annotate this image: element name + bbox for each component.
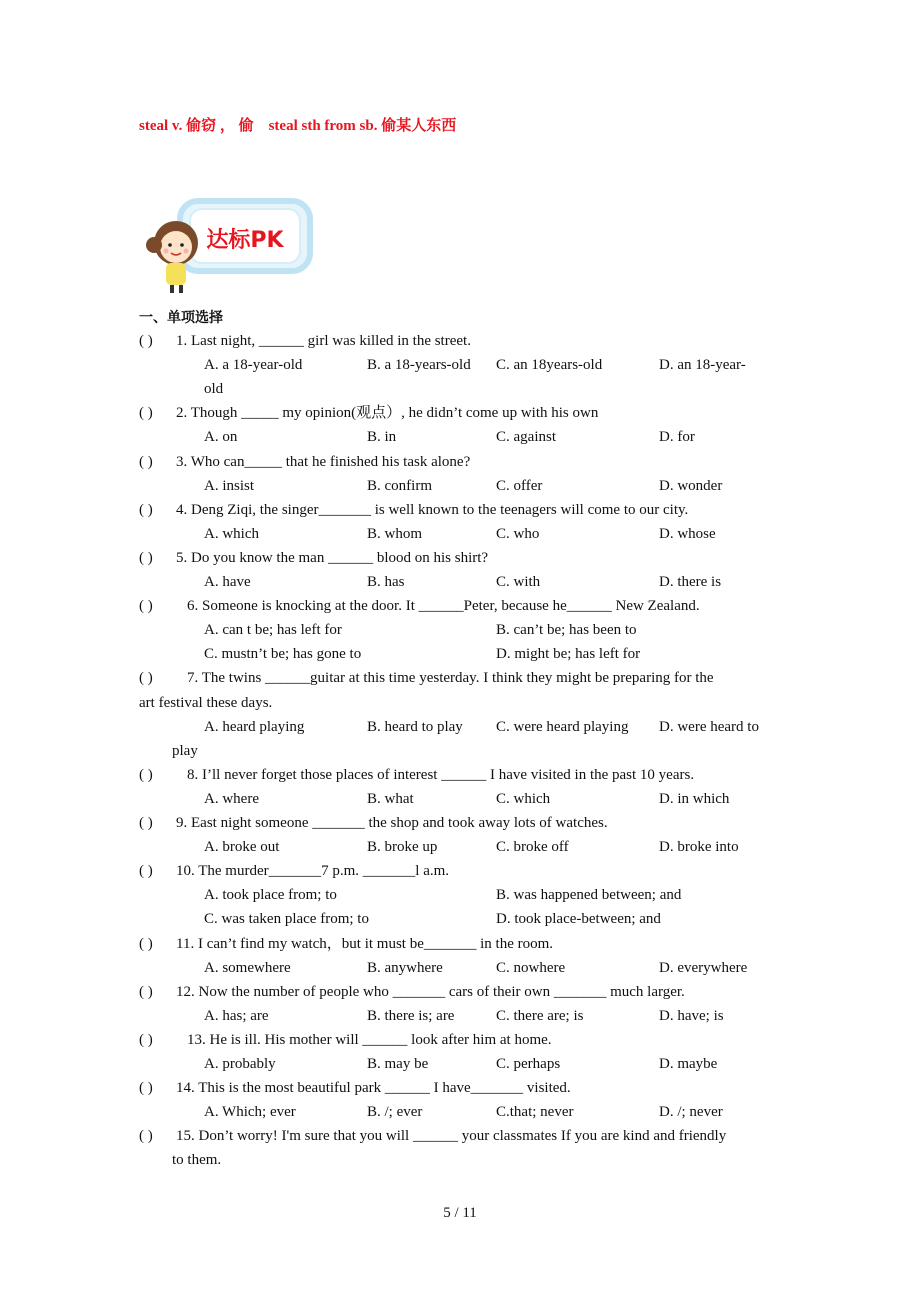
- answer-blank[interactable]: ( ): [139, 815, 153, 831]
- option-c[interactable]: C. nowhere: [496, 959, 566, 976]
- badge-text: 达标PK: [206, 228, 284, 253]
- question-stem: 11. I can’t find my watch，but it must be_______ in the room.: [176, 935, 554, 952]
- option-c[interactable]: C. against: [496, 429, 556, 446]
- option-a[interactable]: A. Which; ever: [204, 1104, 296, 1121]
- option-a[interactable]: A. have: [204, 574, 251, 590]
- answer-blank[interactable]: ( ): [139, 405, 153, 422]
- option-a[interactable]: A. has; are: [204, 1007, 269, 1024]
- answer-blank[interactable]: ( ): [139, 598, 153, 615]
- option-a[interactable]: A. took place from; to: [204, 887, 337, 904]
- option-c[interactable]: C. were heard playing: [496, 718, 629, 735]
- answer-blank[interactable]: ( ): [139, 501, 153, 518]
- question-stem: 8. I’ll never forget those places of interest ______ I have visited in the past 10 years.: [187, 766, 695, 783]
- option-b[interactable]: B. heard to play: [367, 718, 463, 735]
- girl-icon: [146, 221, 198, 293]
- answer-blank[interactable]: ( ): [139, 670, 153, 687]
- option-c[interactable]: C. who: [496, 525, 540, 542]
- answer-blank[interactable]: ( ): [139, 1031, 153, 1048]
- option-d[interactable]: D. everywhere: [659, 959, 748, 976]
- option-b[interactable]: B. in: [367, 429, 397, 446]
- option-b[interactable]: B. can’t be; has been to: [496, 622, 637, 639]
- option-d-continued: play: [172, 742, 198, 759]
- option-d[interactable]: D. an 18-year-: [659, 357, 746, 374]
- answer-blank[interactable]: ( ): [139, 766, 153, 783]
- answer-blank[interactable]: ( ): [139, 453, 153, 470]
- question-stem: 3. Who can_____ that he finished his task alone?: [176, 453, 471, 470]
- question-stem: 12. Now the number of people who _______ cars of their own _______ much larger.: [176, 983, 685, 1000]
- question-stem: 14. This is the most beautiful park ______ I have_______ visited.: [176, 1080, 571, 1097]
- section-title: 一、单项选择: [139, 310, 223, 326]
- page-total: 11: [462, 1205, 477, 1221]
- question-stem-continued: to them.: [172, 1152, 222, 1169]
- option-b[interactable]: B. what: [367, 790, 414, 807]
- option-b[interactable]: B. may be: [367, 1056, 429, 1072]
- option-a[interactable]: A. can t be; has left for: [204, 622, 342, 639]
- option-d[interactable]: D. might be; has left for: [496, 646, 641, 663]
- question-stem: 10. The murder_______7 p.m. _______l a.m.: [176, 863, 450, 880]
- answer-blank[interactable]: ( ): [139, 549, 153, 566]
- option-a[interactable]: A. broke out: [204, 839, 280, 856]
- option-a[interactable]: A. which: [204, 525, 259, 542]
- option-b[interactable]: B. has: [367, 574, 405, 590]
- option-c[interactable]: C. broke off: [496, 839, 569, 856]
- answer-blank[interactable]: ( ): [139, 1080, 153, 1097]
- option-a[interactable]: A. insist: [204, 477, 255, 494]
- page-number: 5: [443, 1205, 451, 1221]
- option-b[interactable]: B. /; ever: [367, 1104, 423, 1121]
- option-d[interactable]: D. /; never: [659, 1104, 723, 1121]
- page-footer: [0, 1205, 920, 1222]
- option-d[interactable]: D. have; is: [659, 1007, 724, 1024]
- answer-blank[interactable]: ( ): [139, 863, 153, 880]
- option-b[interactable]: B. a 18-years-old: [367, 357, 471, 374]
- option-d[interactable]: D. for: [659, 429, 695, 446]
- option-d[interactable]: D. were heard to: [659, 718, 759, 735]
- option-b[interactable]: B. anywhere: [367, 959, 443, 976]
- option-d[interactable]: D. maybe: [659, 1056, 718, 1072]
- option-c[interactable]: C.that; never: [496, 1104, 574, 1121]
- option-b[interactable]: B. whom: [367, 525, 423, 542]
- option-d[interactable]: D. took place-between; and: [496, 911, 661, 928]
- option-d[interactable]: D. whose: [659, 525, 716, 542]
- option-c[interactable]: C. there are; is: [496, 1007, 584, 1024]
- question-stem: 2. Though _____ my opinion(观点）, he didn’t come up with his own: [176, 405, 599, 422]
- option-b[interactable]: B. there is; are: [367, 1007, 455, 1024]
- option-d[interactable]: D. there is: [659, 574, 722, 590]
- vocab-note: steal v. 偷窃 ， 偷 steal sth from sb. 偷某人东西: [139, 118, 457, 134]
- option-d[interactable]: D. wonder: [659, 477, 723, 494]
- option-b[interactable]: B. confirm: [367, 477, 432, 494]
- question-stem: 4. Deng Ziqi, the singer_______ is well known to the teenagers will come to our city.: [176, 501, 689, 518]
- option-c[interactable]: C. an 18years-old: [496, 357, 603, 374]
- question-stem-continued: art festival these days.: [139, 694, 273, 711]
- option-a[interactable]: A. where: [204, 790, 259, 807]
- option-c[interactable]: C. mustn’t be; has gone to: [204, 646, 362, 663]
- question-stem: 15. Don’t worry! I'm sure that you will ______ your classmates If you are kind and friendly: [176, 1128, 727, 1145]
- option-a[interactable]: A. on: [204, 429, 238, 446]
- option-c[interactable]: C. with: [496, 574, 541, 590]
- answer-blank[interactable]: ( ): [139, 935, 153, 952]
- answer-blank[interactable]: ( ): [139, 333, 153, 349]
- question-stem: 13. He is ill. His mother will ______ look after him at home.: [187, 1031, 552, 1048]
- option-d[interactable]: D. in which: [659, 790, 730, 807]
- option-c[interactable]: C. was taken place from; to: [204, 911, 369, 928]
- question-stem: 5. Do you know the man ______ blood on his shirt?: [176, 549, 489, 566]
- option-b[interactable]: B. broke up: [367, 839, 438, 856]
- option-a[interactable]: A. somewhere: [204, 959, 291, 976]
- option-a[interactable]: A. a 18-year-old: [204, 357, 303, 374]
- question-stem: 1. Last night, ______ girl was killed in the street.: [176, 333, 471, 349]
- option-c[interactable]: C. perhaps: [496, 1056, 561, 1072]
- option-a[interactable]: A. probably: [204, 1056, 276, 1072]
- question-stem: 9. East night someone _______ the shop and took away lots of watches.: [176, 815, 608, 831]
- question-stem: 7. The twins ______guitar at this time yesterday. I think they might be preparing for the: [187, 670, 714, 687]
- question-stem: 6. Someone is knocking at the door. It ______Peter, because he______ New Zealand.: [187, 598, 700, 615]
- option-c[interactable]: C. offer: [496, 477, 543, 494]
- option-a[interactable]: A. heard playing: [204, 718, 305, 735]
- option-d-continued: old: [204, 381, 224, 398]
- badge-illustration: [146, 195, 316, 297]
- option-c[interactable]: C. which: [496, 790, 551, 807]
- page-separator: /: [450, 1205, 463, 1221]
- answer-blank[interactable]: ( ): [139, 983, 153, 1000]
- answer-blank[interactable]: ( ): [139, 1128, 153, 1145]
- option-b[interactable]: B. was happened between; and: [496, 887, 682, 904]
- option-d[interactable]: D. broke into: [659, 839, 739, 856]
